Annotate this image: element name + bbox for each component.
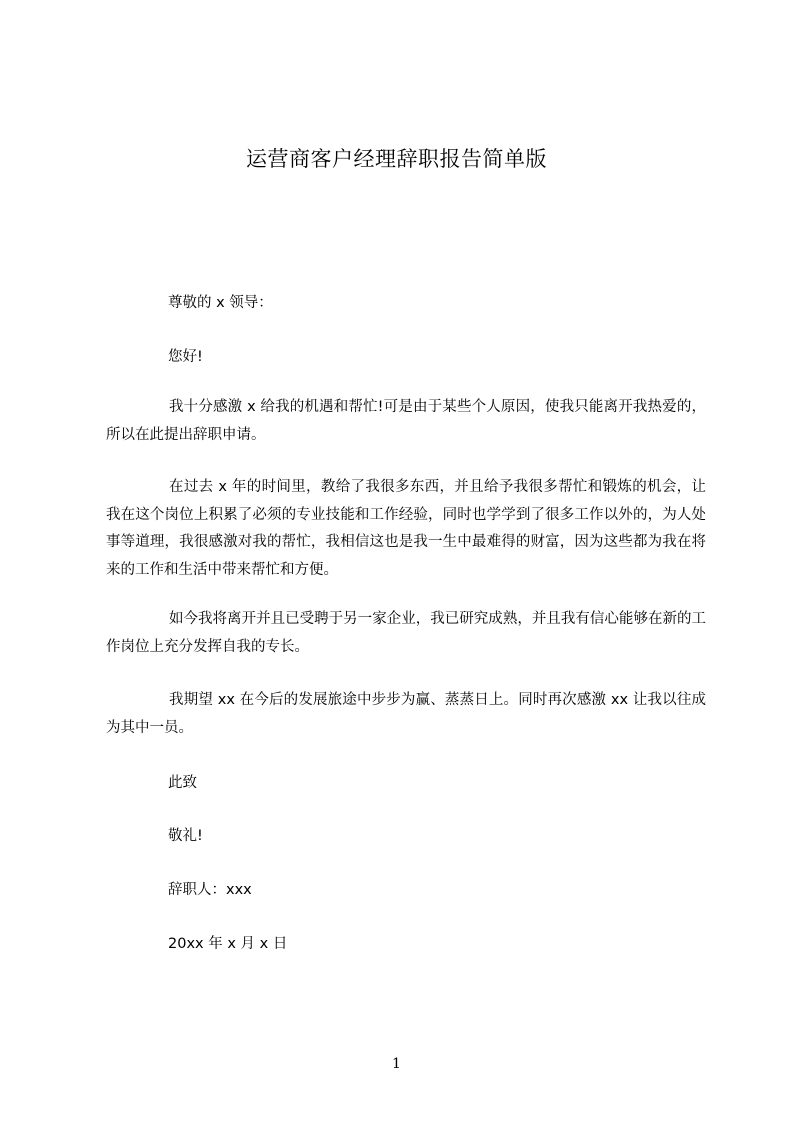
paragraph-2: 在过去 x 年的时间里，教给了我很多东西，并且给予我很多帮忙和锻炼的机会，让我在这个岗位上积累了必须的专业技能和工作经验，同时也学学到了很多工作以外的，为人处事等道理，我很感激对我的帮忙，我相信这也是我一生中最难得的财富，因为这些都为我在将来的工作和生活中带来帮忙和方便。 bbox=[106, 479, 706, 578]
regards: 敬礼! bbox=[168, 828, 203, 844]
paragraph-3: 如今我将离开并且已受聘于另一家企业，我已研究成熟，并且我有信心能够在新的工作岗位上充分发挥自我的专长。 bbox=[106, 611, 706, 655]
paragraph-1: 我十分感激 x 给我的机遇和帮忙!可是由于某些个人原因，使我只能离开我热爱的，所以在此提出辞职申请。 bbox=[106, 399, 706, 443]
date: 20xx 年 x 月 x 日 bbox=[168, 936, 288, 952]
document-title: 运营商客户经理辞职报告简单版 bbox=[246, 147, 547, 171]
page-number: 1 bbox=[392, 1056, 401, 1072]
closing: 此致 bbox=[168, 775, 197, 791]
signature: 辞职人：xxx bbox=[168, 882, 252, 898]
greeting: 您好! bbox=[168, 349, 203, 365]
salutation: 尊敬的 x 领导： bbox=[168, 295, 273, 311]
paragraph-4: 我期望 xx 在今后的发展旅途中步步为赢、蒸蒸日上。同时再次感激 xx 让我以往成为其中一员。 bbox=[106, 692, 706, 736]
